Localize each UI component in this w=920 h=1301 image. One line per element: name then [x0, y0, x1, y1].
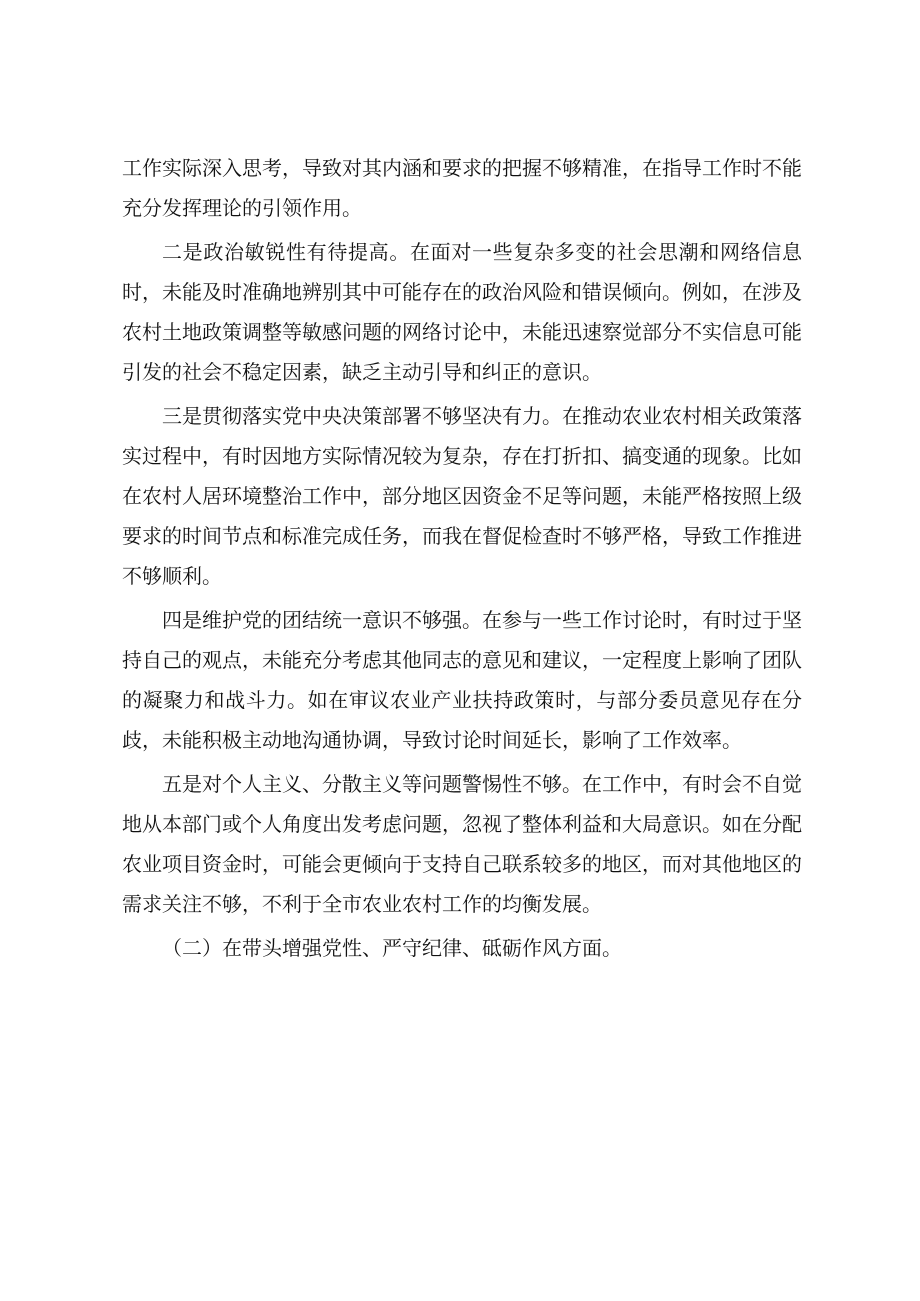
paragraph-point-four: 四是维护党的团结统一意识不够强。在参与一些工作讨论时，有时过于坚持自己的观点，未能充分考虑其他同志的意见和建议，一定程度上影响了团队的凝聚力和战斗力。如在审议农业产业扶持政策时，与部分委员意见存在分歧，未能积极主动地沟通协调，导致讨论时间延长，影响了工作效率。: [122, 608, 802, 752]
paragraph-continuation: 工作实际深入思考，导致对其内涵和要求的把握不够精准，在指导工作时不能充分发挥理论的引领作用。: [122, 156, 802, 220]
paragraph-point-three: 三是贯彻落实党中央决策部署不够坚决有力。在推动农业农村相关政策落实过程中，有时因地方实际情况较为复杂，存在打折扣、搞变通的现象。比如在农村人居环境整治工作中，部分地区因资金不足等问题，未能严格按照上级要求的时间节点和标准完成任务，而我在督促检查时不够严格，导致工作推进不够顺利。: [122, 404, 802, 588]
section-heading-two: （二）在带头增强党性、严守纪律、砥砺作风方面。: [162, 936, 622, 960]
document-body: [122, 148, 802, 968]
paragraph-point-two: 二是政治敏锐性有待提高。在面对一些复杂多变的社会思潮和网络信息时，未能及时准确地辨别其中可能存在的政治风险和错误倾向。例如，在涉及农村土地政策调整等敏感问题的网络讨论中，未能迅速察觉部分不实信息可能引发的社会不稳定因素，缺乏主动引导和纠正的意识。: [122, 240, 802, 384]
paragraph-point-five: 五是对个人主义、分散主义等问题警惕性不够。在工作中，有时会不自觉地从本部门或个人角度出发考虑问题，忽视了整体利益和大局意识。如在分配农业项目资金时，可能会更倾向于支持自己联系较多的地区，而对其他地区的需求关注不够，不利于全市农业农村工作的均衡发展。: [122, 772, 802, 916]
